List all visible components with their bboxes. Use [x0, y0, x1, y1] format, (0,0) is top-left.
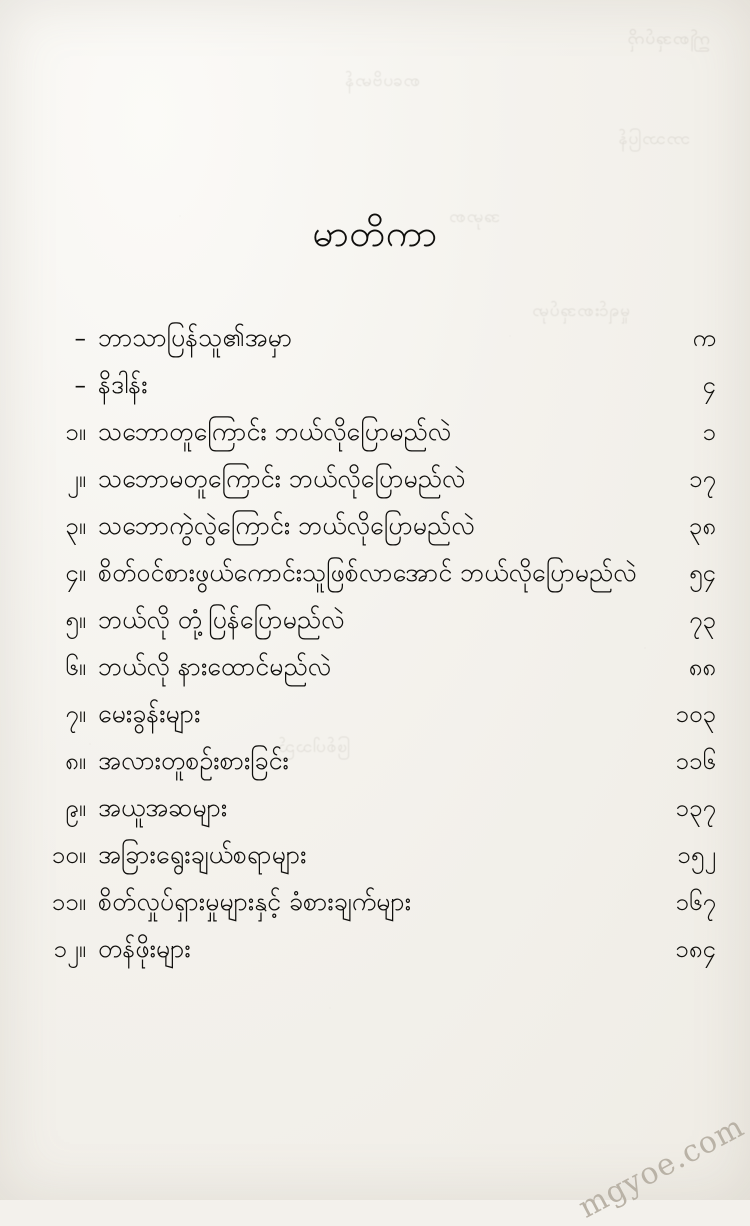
toc-entry-label: သဘောကွဲလွဲကြောင်း ဘယ်လိုပြောမည်လဲ	[98, 511, 475, 540]
toc-entry-page: ၅၄	[689, 559, 716, 587]
toc-entry[interactable]	[0, 416, 750, 463]
toc-entry-page: ၁၃၇	[675, 794, 716, 822]
toc-entry-page: ၁၆၇	[675, 888, 716, 916]
toc-entry-label: အခြားရွေးချယ်စရာများ	[98, 840, 307, 869]
toc-entry-page: ၇၃	[689, 606, 716, 634]
toc-entry-page: ၁၅၂	[677, 841, 716, 869]
toc-entry-number: ၁၂။	[53, 935, 86, 963]
bleed-through-line: ဤစာအုပ်ကို	[626, 29, 710, 49]
toc-entry-number: –	[74, 326, 86, 352]
toc-entry-page: ၁၁၆	[675, 747, 716, 775]
toc-entry[interactable]	[0, 839, 750, 886]
toc-entry-number: ၉။	[65, 794, 86, 822]
toc-entry-page: ၃၈	[688, 512, 716, 540]
toc-entry-number: ၅။	[65, 606, 86, 634]
toc-entry-page: က	[692, 324, 716, 352]
toc-entry-label: သဘောတူကြောင်း ဘယ်လိုပြောမည်လဲ	[98, 417, 452, 446]
toc-entry-label: သဘောမတူကြောင်း ဘယ်လိုပြောမည်လဲ	[98, 464, 466, 493]
toc-entry-label: ဘာသာပြန်သူ၏အမှာ	[98, 323, 293, 352]
page-title: မာတိကာ	[312, 212, 438, 255]
bleed-through-line: အမှာစာ	[448, 207, 500, 227]
toc-entry-number: –	[74, 373, 86, 399]
watermark-text: mgyoe.com	[572, 1109, 750, 1226]
toc-entry-number: ၂။	[66, 465, 86, 493]
toc-entry-number: ၄။	[65, 559, 86, 587]
toc-entry[interactable]	[0, 745, 750, 792]
toc-entry-number: ၈။	[65, 747, 86, 775]
toc-entry[interactable]	[0, 322, 750, 369]
toc-entry-page: ၈၈	[688, 653, 716, 681]
bleed-through-line: စာပေဗိမာန်	[344, 71, 420, 91]
toc-entry[interactable]	[0, 510, 750, 557]
toc-entry[interactable]	[0, 651, 750, 698]
toc-entry-number: ၇။	[65, 700, 86, 728]
toc-entry-label: အလားတူစဉ်းစားခြင်း	[98, 746, 289, 775]
bleed-through-line: မူရင်းစာအုပ်မှာ	[531, 301, 630, 321]
toc-entry-page: ၄	[702, 371, 716, 399]
toc-entry[interactable]	[0, 886, 750, 933]
table-of-contents	[0, 322, 750, 980]
toc-entry-label: ဘယ်လို နားထောင်မည်လဲ	[98, 652, 332, 681]
toc-entry-number: ၁၀။	[51, 841, 86, 869]
toc-entry[interactable]	[0, 933, 750, 980]
toc-entry-number: ၃။	[65, 512, 86, 540]
toc-entry-label: နိဒါန်း	[98, 370, 148, 399]
toc-entry-label: မေးခွန်းများ	[98, 699, 201, 728]
toc-entry[interactable]	[0, 463, 750, 510]
toc-entry-label: စိတ်လှုပ်ရှားမှုများနှင့် ခံစားချက်များ	[98, 887, 412, 916]
toc-entry[interactable]	[0, 604, 750, 651]
toc-entry[interactable]	[0, 698, 750, 745]
toc-entry[interactable]	[0, 557, 750, 604]
toc-entry-label: ဘယ်လို တုံ့ပြန်ပြောမည်လဲ	[98, 605, 345, 634]
toc-entry[interactable]	[0, 369, 750, 416]
toc-entry-label: စိတ်ဝင်စားဖွယ်ကောင်းသူဖြစ်လာအောင် ဘယ်လိုပြောမည်လဲ	[98, 558, 637, 587]
bleed-through-line: ဘာသာပြန်	[617, 129, 690, 149]
toc-entry-page: ၁၇	[689, 465, 716, 493]
bleed-through-line: ဖြစ်ပါသည်	[277, 737, 350, 757]
toc-entry-label: အယူအဆများ	[98, 793, 228, 822]
toc-entry-number: ၆။	[65, 653, 86, 681]
toc-entry-page: ၁၀၃	[675, 700, 716, 728]
toc-entry-page: ၁၈၄	[675, 935, 716, 963]
toc-entry[interactable]	[0, 792, 750, 839]
toc-entry-number: ၁၁။	[51, 888, 86, 916]
toc-entry-page: ၁	[702, 418, 716, 446]
toc-entry-label: တန်ဖိုးများ	[98, 934, 191, 963]
toc-entry-number: ၁။	[65, 418, 86, 446]
